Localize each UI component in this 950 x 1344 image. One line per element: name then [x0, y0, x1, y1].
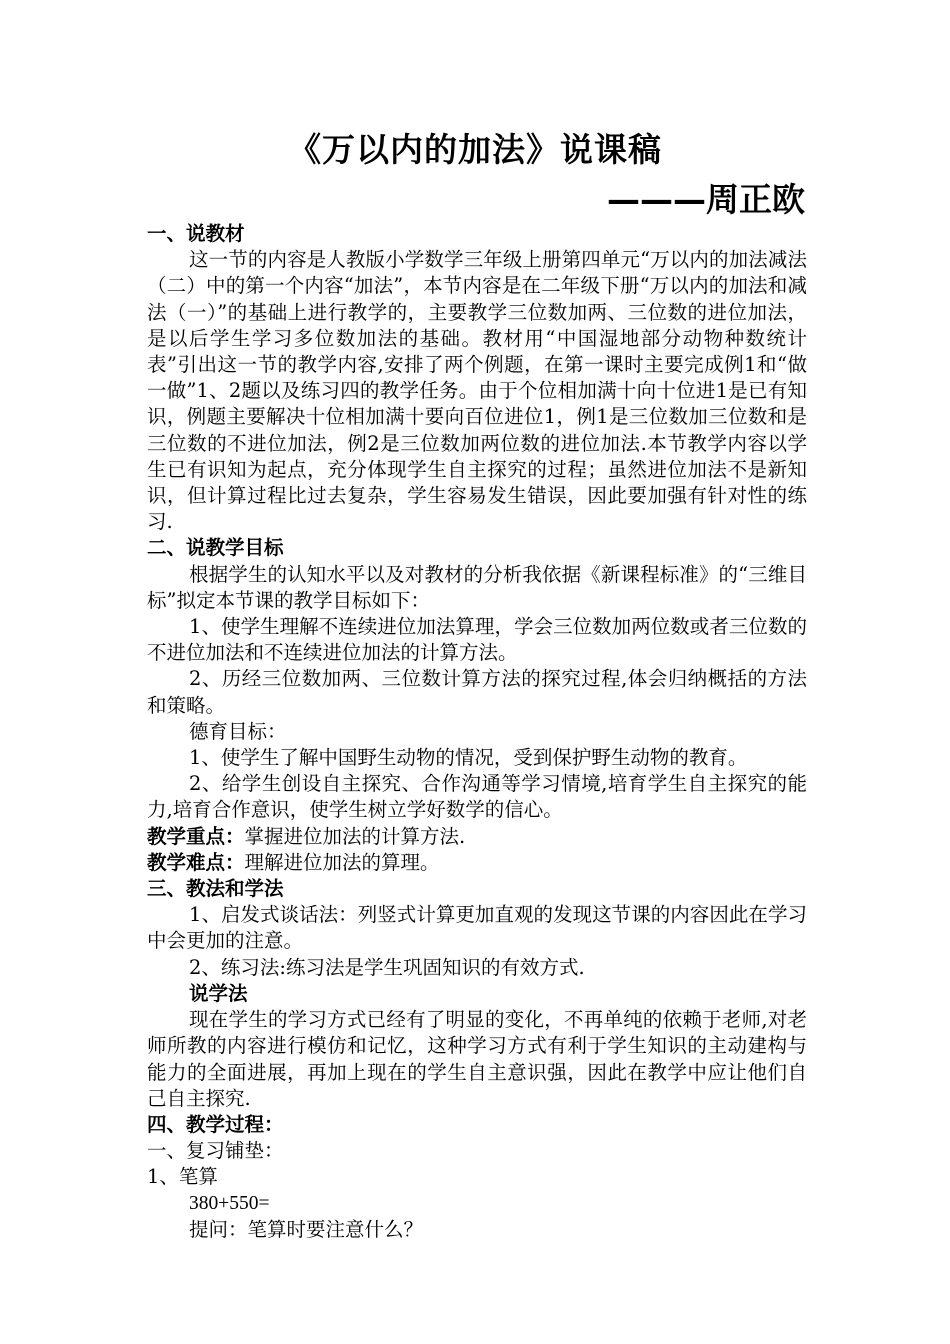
- author-line: ———周正欧: [607, 180, 805, 219]
- process-step-review: 一、复习铺垫：: [147, 1139, 284, 1163]
- goal-item-1: 1、使学生理解不连续进位加法算理，学会三位数加两位数或者三位数的不进位加法和不连续进位加法的计算方法。: [147, 615, 807, 665]
- goals-intro-paragraph: 根据学生的认知水平以及对教材的分析我依据《新课程标准》的“三维目标”拟定本节课的教学目标如下：: [147, 562, 807, 612]
- key-point-label: 教学重点：: [147, 824, 245, 848]
- section-heading-textbook: 一、说教材: [147, 222, 245, 245]
- learning-method-subheading: 说学法: [189, 981, 248, 1005]
- key-point-line: [147, 824, 807, 850]
- method-item-2: 2、练习法:练习法是学生巩固知识的有效方式.: [189, 955, 585, 979]
- document-title: 《万以内的加法》说课稿: [288, 130, 662, 169]
- learning-method-paragraph: 现在学生的学习方式已经有了明显的变化，不再单纯的依赖于老师,对老师所教的内容进行模仿和记忆，这种学习方式有利于学生知识的主动建构与能力的全面进展，再加上现在的学生自主意识强，因此在教学中应让他们自己自主探究.: [147, 1008, 807, 1110]
- difficulty-line: [147, 850, 807, 876]
- goal-item-2: 2、历经三位数加两、三位数计算方法的探究过程,体会归纳概括的方法和策略。: [147, 667, 807, 717]
- process-item-written-calc: 1、笔算: [147, 1165, 218, 1189]
- method-item-1: 1、启发式谈话法：列竖式计算更加直观的发现这节课的内容因此在学习中会更加的注意。: [147, 903, 807, 953]
- difficulty-label: 教学难点：: [147, 850, 245, 874]
- section-heading-methods: 三、教法和学法: [147, 877, 284, 901]
- calc-question: 提问：笔算时要注意什么？: [189, 1217, 424, 1241]
- moral-goal-item-2: 2、给学生创设自主探究、合作沟通等学习情境,培育学生自主探究的能力,培育合作意识，使学生树立学好数学的信心。: [147, 772, 807, 822]
- section-heading-process: 四、教学过程：: [147, 1112, 284, 1136]
- difficulty-text: 理解进位加法的算理。: [244, 850, 440, 874]
- moral-goals-label: 德育目标：: [189, 719, 287, 743]
- calc-expression: 380+550=: [189, 1192, 270, 1214]
- document-body: [147, 221, 807, 1243]
- section-heading-goals: 二、说教学目标: [147, 536, 284, 560]
- key-point-text: 掌握进位加法的计算方法.: [244, 824, 466, 848]
- moral-goal-item-1: 1、使学生了解中国野生动物的情况，受到保护野生动物的教育。: [189, 746, 748, 770]
- textbook-paragraph: 这一节的内容是人教版小学数学三年级上册第四单元“万以内的加法减法（二）中的第一个内容“加法”，本节内容是在二年级下册“万以内的加法和减法（一）”的基础上进行教学的，主要教学三位数加两、三位数的进位加法，是以后学生学习多位数加法的基础。教材用“中国湿地部分动物种数统计表”引出这一节的教学内容,安排了两个例题，在第一课时主要完成例1和“做一做”1、2题以及练习四的教学任务。由于个位相加满十向十位进1是已有知识，例题主要解决十位相加满十要向百位进位1，例1是三位数加三位数和是三位数的不进位加法，例2是三位数加两位数的进位加法.本节教学内容以学生已有识知为起点，充分体现学生自主探究的过程；虽然进位加法不是新知识，但计算过程比过去复杂，学生容易发生错误，因此要加强有针对性的练习.: [147, 248, 807, 534]
